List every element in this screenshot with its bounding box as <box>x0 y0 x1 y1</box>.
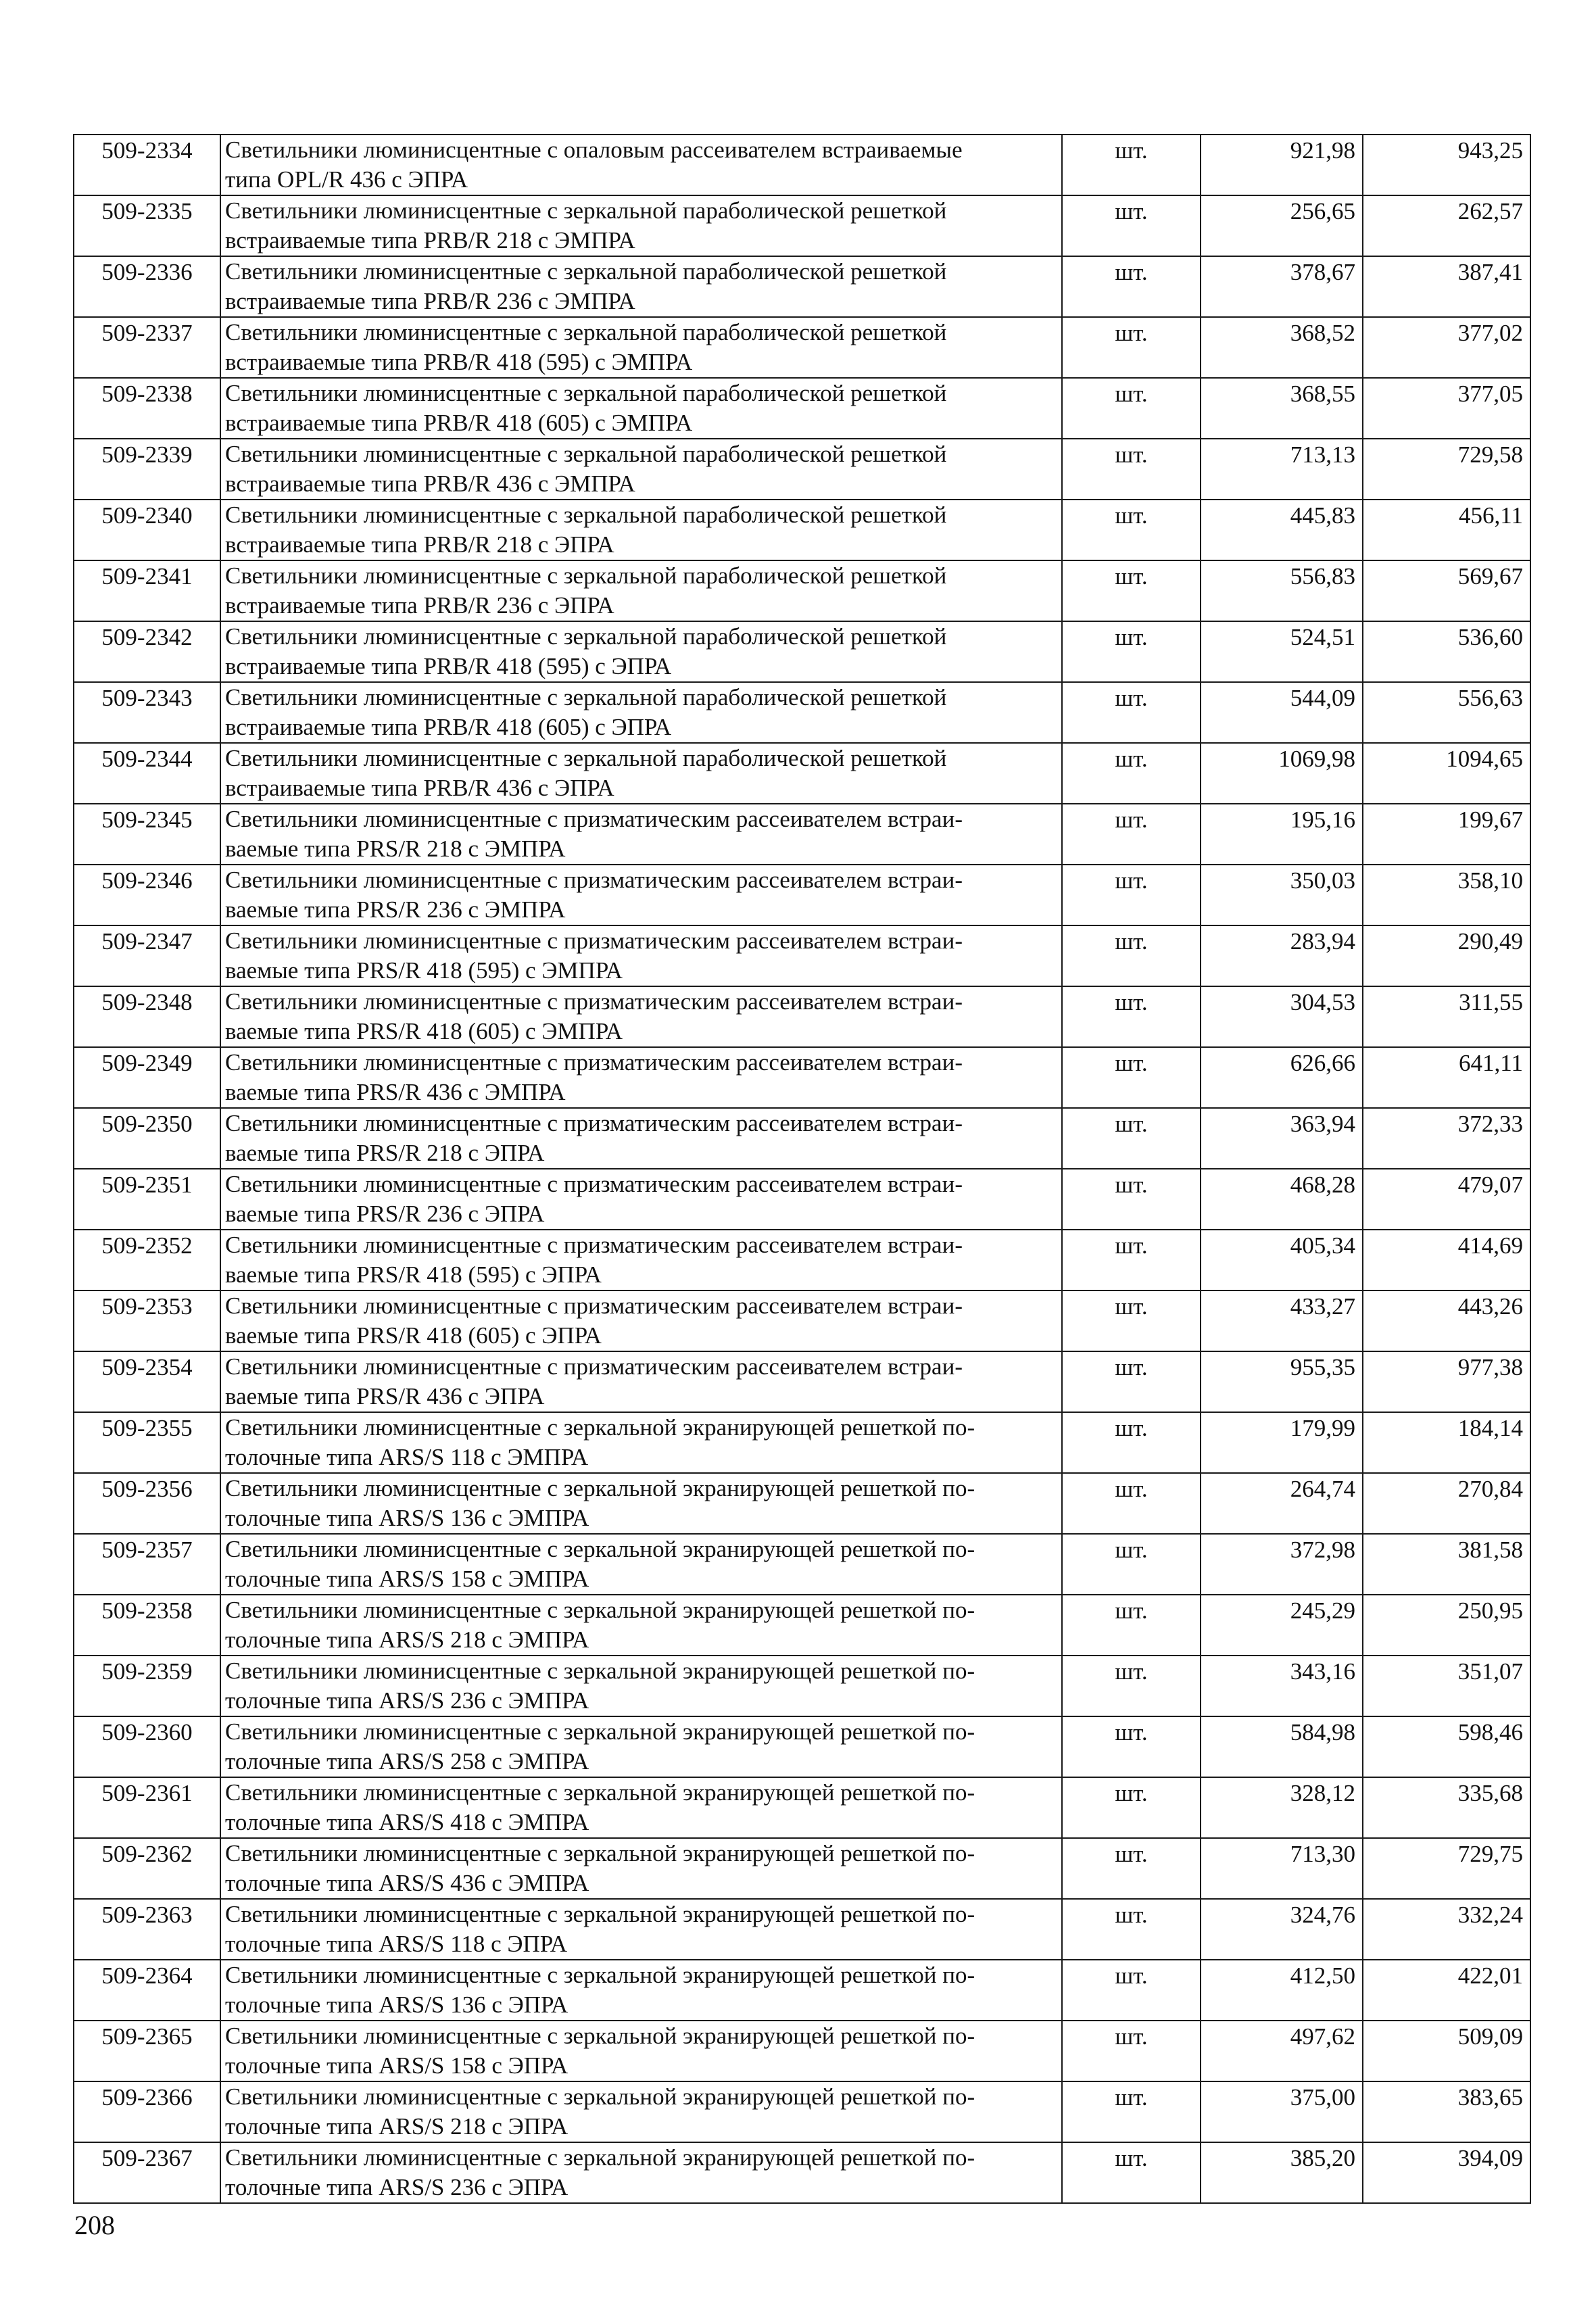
item-description-cell <box>220 865 1062 925</box>
unit-cell: шт. <box>1062 986 1201 1047</box>
item-description-line-2: ваемые типа PRS/R 218 с ЭМПРА <box>225 836 566 862</box>
price-table <box>73 134 1531 2204</box>
price-cell-1: 385,20 <box>1201 2142 1363 2203</box>
item-description-line-1: Светильники люминисцентные с призматическим рассеивателем встраи- <box>225 1232 963 1258</box>
item-description-line-2: толочные типа ARS/S 118 с ЭПРА <box>225 1931 568 1957</box>
item-description-cell <box>220 1412 1062 1473</box>
unit-cell: шт. <box>1062 1473 1201 1534</box>
price-cell-2: 199,67 <box>1363 804 1530 865</box>
price-cell-2: 351,07 <box>1363 1656 1530 1716</box>
price-cell-2: 729,75 <box>1363 1838 1530 1899</box>
item-description-cell <box>220 1838 1062 1899</box>
item-description-line-2: ваемые типа PRS/R 418 (605) с ЭМПРА <box>225 1018 623 1044</box>
item-description-line-2: толочные типа ARS/S 136 с ЭПРА <box>225 1992 569 2018</box>
price-cell-2: 456,11 <box>1363 500 1530 560</box>
price-cell-1: 544,09 <box>1201 682 1363 743</box>
item-description-line-2: толочные типа ARS/S 218 с ЭМПРА <box>225 1626 589 1653</box>
item-description-cell <box>220 1473 1062 1534</box>
item-description-line-1: Светильники люминисцентные с зеркальной экранирующей решеткой по- <box>225 1536 975 1562</box>
item-description-line-2: толочные типа ARS/S 136 с ЭМПРА <box>225 1505 589 1531</box>
table-row <box>74 621 1530 682</box>
price-cell-2: 1094,65 <box>1363 743 1530 804</box>
unit-cell: шт. <box>1062 804 1201 865</box>
price-cell-1: 264,74 <box>1201 1473 1363 1534</box>
item-code-cell: 509-2339 <box>74 439 220 500</box>
item-description-line-1: Светильники люминисцентные с зеркальной параболической решеткой <box>225 319 947 345</box>
item-description-cell <box>220 2081 1062 2142</box>
price-cell-1: 445,83 <box>1201 500 1363 560</box>
table-row <box>74 1290 1530 1351</box>
price-cell-2: 729,58 <box>1363 439 1530 500</box>
price-cell-1: 1069,98 <box>1201 743 1363 804</box>
table-row <box>74 500 1530 560</box>
item-code-cell: 509-2367 <box>74 2142 220 2203</box>
item-description-line-1: Светильники люминисцентные с зеркальной экранирующей решеткой по- <box>225 1414 975 1441</box>
item-description-line-2: ваемые типа PRS/R 236 с ЭМПРА <box>225 896 566 923</box>
unit-cell: шт. <box>1062 1351 1201 1412</box>
price-cell-1: 328,12 <box>1201 1777 1363 1838</box>
item-code-cell: 509-2346 <box>74 865 220 925</box>
unit-cell: шт. <box>1062 1412 1201 1473</box>
table-row <box>74 378 1530 439</box>
price-cell-1: 375,00 <box>1201 2081 1363 2142</box>
item-description-cell <box>220 1230 1062 1290</box>
price-cell-1: 626,66 <box>1201 1047 1363 1108</box>
item-description-cell <box>220 682 1062 743</box>
item-code-cell: 509-2364 <box>74 1960 220 2021</box>
item-description-line-1: Светильники люминисцентные с зеркальной экранирующей решеткой по- <box>225 1962 975 1988</box>
item-description-cell <box>220 2021 1062 2081</box>
item-description-line-1: Светильники люминисцентные с зеркальной экранирующей решеткой по- <box>225 1901 975 1927</box>
item-description-line-2: толочные типа ARS/S 218 с ЭПРА <box>225 2113 569 2140</box>
item-description-cell <box>220 135 1062 195</box>
item-description-line-2: ваемые типа PRS/R 236 с ЭПРА <box>225 1201 545 1227</box>
table-row <box>74 804 1530 865</box>
item-description-cell <box>220 317 1062 378</box>
table-row <box>74 1899 1530 1960</box>
item-code-cell: 509-2363 <box>74 1899 220 1960</box>
item-description-cell <box>220 1351 1062 1412</box>
item-description-line-2: типа OPL/R 436 с ЭПРА <box>225 166 468 193</box>
item-description-line-2: встраиваемые типа PRB/R 418 (595) с ЭМПРА <box>225 349 693 375</box>
price-cell-1: 713,30 <box>1201 1838 1363 1899</box>
price-cell-2: 394,09 <box>1363 2142 1530 2203</box>
price-cell-1: 368,52 <box>1201 317 1363 378</box>
item-description-line-2: толочные типа ARS/S 436 с ЭМПРА <box>225 1870 589 1896</box>
item-description-line-1: Светильники люминисцентные с зеркальной параболической решеткой <box>225 623 947 650</box>
unit-cell: шт. <box>1062 1230 1201 1290</box>
price-cell-1: 584,98 <box>1201 1716 1363 1777</box>
item-description-line-1: Светильники люминисцентные с зеркальной экранирующей решеткой по- <box>225 2023 975 2049</box>
item-description-cell <box>220 1777 1062 1838</box>
item-description-line-1: Светильники люминисцентные с призматическим рассеивателем встраи- <box>225 867 963 893</box>
item-code-cell: 509-2356 <box>74 1473 220 1534</box>
unit-cell: шт. <box>1062 1290 1201 1351</box>
price-cell-1: 524,51 <box>1201 621 1363 682</box>
item-code-cell: 509-2358 <box>74 1595 220 1656</box>
item-description-cell <box>220 621 1062 682</box>
unit-cell: шт. <box>1062 743 1201 804</box>
item-code-cell: 509-2341 <box>74 560 220 621</box>
page-number: 208 <box>74 2210 115 2240</box>
table-row <box>74 1473 1530 1534</box>
item-description-line-1: Светильники люминисцентные с зеркальной экранирующей решеткой по- <box>225 1718 975 1745</box>
unit-cell: шт. <box>1062 1777 1201 1838</box>
item-description-line-2: ваемые типа PRS/R 218 с ЭПРА <box>225 1140 545 1166</box>
table-row <box>74 682 1530 743</box>
item-code-cell: 509-2340 <box>74 500 220 560</box>
unit-cell: шт. <box>1062 1534 1201 1595</box>
price-cell-1: 433,27 <box>1201 1290 1363 1351</box>
unit-cell: шт. <box>1062 2142 1201 2203</box>
item-code-cell: 509-2344 <box>74 743 220 804</box>
table-row <box>74 1838 1530 1899</box>
item-description-line-1: Светильники люминисцентные с призматическим рассеивателем встраи- <box>225 988 963 1015</box>
unit-cell: шт. <box>1062 500 1201 560</box>
price-cell-2: 372,33 <box>1363 1108 1530 1169</box>
item-description-cell <box>220 1108 1062 1169</box>
price-cell-2: 335,68 <box>1363 1777 1530 1838</box>
item-description-line-1: Светильники люминисцентные с зеркальной параболической решеткой <box>225 684 947 710</box>
item-description-line-2: встраиваемые типа PRB/R 418 (595) с ЭПРА <box>225 653 672 679</box>
unit-cell: шт. <box>1062 2021 1201 2081</box>
item-description-line-1: Светильники люминисцентные с призматическим рассеивателем встраи- <box>225 1110 963 1136</box>
price-cell-2: 332,24 <box>1363 1899 1530 1960</box>
table-row <box>74 195 1530 256</box>
item-description-cell <box>220 804 1062 865</box>
unit-cell: шт. <box>1062 621 1201 682</box>
table-row <box>74 743 1530 804</box>
item-description-line-2: встраиваемые типа PRB/R 436 с ЭПРА <box>225 775 614 801</box>
price-cell-2: 290,49 <box>1363 925 1530 986</box>
item-code-cell: 509-2342 <box>74 621 220 682</box>
item-description-cell <box>220 986 1062 1047</box>
table-row <box>74 2142 1530 2203</box>
table-row <box>74 256 1530 317</box>
item-description-line-2: толочные типа ARS/S 158 с ЭПРА <box>225 2052 569 2079</box>
unit-cell: шт. <box>1062 1838 1201 1899</box>
item-description-cell <box>220 439 1062 500</box>
table-row <box>74 135 1530 195</box>
item-description-line-1: Светильники люминисцентные с зеркальной экранирующей решеткой по- <box>225 1475 975 1501</box>
price-cell-1: 256,65 <box>1201 195 1363 256</box>
item-description-line-2: встраиваемые типа PRB/R 418 (605) с ЭПРА <box>225 714 672 740</box>
item-description-line-1: Светильники люминисцентные с зеркальной параболической решеткой <box>225 502 947 528</box>
unit-cell: шт. <box>1062 560 1201 621</box>
table-row <box>74 317 1530 378</box>
item-code-cell: 509-2362 <box>74 1838 220 1899</box>
price-cell-2: 377,02 <box>1363 317 1530 378</box>
price-cell-2: 536,60 <box>1363 621 1530 682</box>
table-row <box>74 1351 1530 1412</box>
item-description-line-2: ваемые типа PRS/R 436 с ЭМПРА <box>225 1079 566 1105</box>
table-row <box>74 1412 1530 1473</box>
item-code-cell: 509-2352 <box>74 1230 220 1290</box>
price-cell-1: 412,50 <box>1201 1960 1363 2021</box>
price-cell-2: 569,67 <box>1363 560 1530 621</box>
price-cell-2: 556,63 <box>1363 682 1530 743</box>
item-description-cell <box>220 256 1062 317</box>
price-cell-2: 383,65 <box>1363 2081 1530 2142</box>
item-description-line-2: ваемые типа PRS/R 418 (595) с ЭМПРА <box>225 957 623 984</box>
item-description-line-1: Светильники люминисцентные с зеркальной параболической решеткой <box>225 197 947 224</box>
price-cell-2: 262,57 <box>1363 195 1530 256</box>
price-cell-1: 955,35 <box>1201 1351 1363 1412</box>
item-description-cell <box>220 1169 1062 1230</box>
unit-cell: шт. <box>1062 1716 1201 1777</box>
item-description-line-1: Светильники люминисцентные с призматическим рассеивателем встраи- <box>225 1171 963 1197</box>
item-description-line-2: толочные типа ARS/S 118 с ЭМПРА <box>225 1444 589 1470</box>
item-description-line-2: встраиваемые типа PRB/R 236 с ЭМПРА <box>225 288 635 314</box>
item-description-line-2: толочные типа ARS/S 158 с ЭМПРА <box>225 1566 589 1592</box>
item-description-line-2: толочные типа ARS/S 236 с ЭМПРА <box>225 1687 589 1714</box>
table-row <box>74 1777 1530 1838</box>
item-code-cell: 509-2361 <box>74 1777 220 1838</box>
unit-cell: шт. <box>1062 317 1201 378</box>
price-cell-1: 324,76 <box>1201 1899 1363 1960</box>
unit-cell: шт. <box>1062 195 1201 256</box>
price-cell-1: 921,98 <box>1201 135 1363 195</box>
item-code-cell: 509-2351 <box>74 1169 220 1230</box>
item-description-cell <box>220 925 1062 986</box>
unit-cell: шт. <box>1062 1899 1201 1960</box>
item-code-cell: 509-2343 <box>74 682 220 743</box>
price-cell-1: 245,29 <box>1201 1595 1363 1656</box>
table-row <box>74 439 1530 500</box>
item-description-line-1: Светильники люминисцентные с призматическим рассеивателем встраи- <box>225 806 963 832</box>
item-description-line-2: ваемые типа PRS/R 436 с ЭПРА <box>225 1383 545 1409</box>
item-description-line-1: Светильники люминисцентные с зеркальной параболической решеткой <box>225 562 947 589</box>
item-description-line-1: Светильники люминисцентные с зеркальной экранирующей решеткой по- <box>225 1597 975 1623</box>
price-cell-1: 195,16 <box>1201 804 1363 865</box>
item-description-cell <box>220 378 1062 439</box>
table-row <box>74 865 1530 925</box>
unit-cell: шт. <box>1062 439 1201 500</box>
item-description-cell <box>220 1290 1062 1351</box>
item-description-line-1: Светильники люминисцентные с зеркальной параболической решеткой <box>225 441 947 467</box>
item-description-cell <box>220 2142 1062 2203</box>
price-cell-1: 405,34 <box>1201 1230 1363 1290</box>
price-cell-2: 641,11 <box>1363 1047 1530 1108</box>
item-description-line-1: Светильники люминисцентные с зеркальной параболической решеткой <box>225 258 947 285</box>
item-code-cell: 509-2365 <box>74 2021 220 2081</box>
price-cell-2: 270,84 <box>1363 1473 1530 1534</box>
item-description-line-1: Светильники люминисцентные с призматическим рассеивателем встраи- <box>225 1049 963 1076</box>
unit-cell: шт. <box>1062 1047 1201 1108</box>
item-description-cell <box>220 1960 1062 2021</box>
item-description-line-2: толочные типа ARS/S 258 с ЭМПРА <box>225 1748 589 1775</box>
item-code-cell: 509-2349 <box>74 1047 220 1108</box>
table-row <box>74 1595 1530 1656</box>
item-description-cell <box>220 1656 1062 1716</box>
item-description-line-1: Светильники люминисцентные с зеркальной экранирующей решеткой по- <box>225 2083 975 2110</box>
item-description-line-2: ваемые типа PRS/R 418 (595) с ЭПРА <box>225 1261 602 1288</box>
table-row <box>74 2021 1530 2081</box>
item-code-cell: 509-2336 <box>74 256 220 317</box>
unit-cell: шт. <box>1062 1656 1201 1716</box>
item-description-line-2: встраиваемые типа PRB/R 218 с ЭПРА <box>225 531 614 558</box>
item-description-cell <box>220 1595 1062 1656</box>
unit-cell: шт. <box>1062 1169 1201 1230</box>
price-cell-2: 443,26 <box>1363 1290 1530 1351</box>
item-code-cell: 509-2355 <box>74 1412 220 1473</box>
unit-cell: шт. <box>1062 378 1201 439</box>
price-table-body <box>74 135 1530 2203</box>
item-code-cell: 509-2353 <box>74 1290 220 1351</box>
price-cell-1: 556,83 <box>1201 560 1363 621</box>
table-row <box>74 1534 1530 1595</box>
item-description-line-2: ваемые типа PRS/R 418 (605) с ЭПРА <box>225 1322 602 1349</box>
unit-cell: шт. <box>1062 2081 1201 2142</box>
price-cell-2: 377,05 <box>1363 378 1530 439</box>
item-description-line-1: Светильники люминисцентные с зеркальной параболической решеткой <box>225 745 947 771</box>
unit-cell: шт. <box>1062 925 1201 986</box>
unit-cell: шт. <box>1062 135 1201 195</box>
item-description-line-1: Светильники люминисцентные с зеркальной экранирующей решеткой по- <box>225 1779 975 1806</box>
item-description-line-2: встраиваемые типа PRB/R 418 (605) с ЭМПРА <box>225 410 693 436</box>
item-description-cell <box>220 195 1062 256</box>
table-row <box>74 1108 1530 1169</box>
item-code-cell: 509-2348 <box>74 986 220 1047</box>
item-code-cell: 509-2334 <box>74 135 220 195</box>
price-cell-1: 179,99 <box>1201 1412 1363 1473</box>
item-description-line-1: Светильники люминисцентные с призматическим рассеивателем встраи- <box>225 1353 963 1380</box>
item-description-cell <box>220 500 1062 560</box>
unit-cell: шт. <box>1062 865 1201 925</box>
price-cell-1: 283,94 <box>1201 925 1363 986</box>
unit-cell: шт. <box>1062 1108 1201 1169</box>
table-row <box>74 1656 1530 1716</box>
table-row <box>74 1716 1530 1777</box>
table-row <box>74 1047 1530 1108</box>
item-description-line-1: Светильники люминисцентные с опаловым рассеивателем встраиваемые <box>225 137 963 163</box>
item-description-line-2: встраиваемые типа PRB/R 218 с ЭМПРА <box>225 227 635 254</box>
table-row <box>74 560 1530 621</box>
table-row <box>74 1169 1530 1230</box>
unit-cell: шт. <box>1062 256 1201 317</box>
table-row <box>74 1960 1530 2021</box>
price-cell-2: 184,14 <box>1363 1412 1530 1473</box>
item-description-line-2: толочные типа ARS/S 236 с ЭПРА <box>225 2174 569 2200</box>
item-code-cell: 509-2359 <box>74 1656 220 1716</box>
price-cell-2: 598,46 <box>1363 1716 1530 1777</box>
price-cell-2: 381,58 <box>1363 1534 1530 1595</box>
item-description-line-1: Светильники люминисцентные с зеркальной параболической решеткой <box>225 380 947 406</box>
item-description-line-1: Светильники люминисцентные с зеркальной экранирующей решеткой по- <box>225 1840 975 1866</box>
price-cell-2: 358,10 <box>1363 865 1530 925</box>
item-description-cell <box>220 1047 1062 1108</box>
item-description-cell <box>220 743 1062 804</box>
item-description-line-1: Светильники люминисцентные с призматическим рассеивателем встраи- <box>225 927 963 954</box>
table-row <box>74 986 1530 1047</box>
item-description-line-2: толочные типа ARS/S 418 с ЭМПРА <box>225 1809 589 1835</box>
item-description-cell <box>220 1899 1062 1960</box>
price-cell-1: 497,62 <box>1201 2021 1363 2081</box>
item-description-line-2: встраиваемые типа PRB/R 436 с ЭМПРА <box>225 471 635 497</box>
price-cell-2: 387,41 <box>1363 256 1530 317</box>
unit-cell: шт. <box>1062 682 1201 743</box>
price-cell-1: 368,55 <box>1201 378 1363 439</box>
price-cell-2: 977,38 <box>1363 1351 1530 1412</box>
unit-cell: шт. <box>1062 1960 1201 2021</box>
table-row <box>74 1230 1530 1290</box>
item-description-line-1: Светильники люминисцентные с призматическим рассеивателем встраи- <box>225 1293 963 1319</box>
unit-cell: шт. <box>1062 1595 1201 1656</box>
price-cell-1: 713,13 <box>1201 439 1363 500</box>
price-cell-1: 468,28 <box>1201 1169 1363 1230</box>
item-code-cell: 509-2366 <box>74 2081 220 2142</box>
price-cell-2: 422,01 <box>1363 1960 1530 2021</box>
price-cell-1: 372,98 <box>1201 1534 1363 1595</box>
price-cell-1: 363,94 <box>1201 1108 1363 1169</box>
price-cell-2: 250,95 <box>1363 1595 1530 1656</box>
item-code-cell: 509-2354 <box>74 1351 220 1412</box>
item-description-line-1: Светильники люминисцентные с зеркальной экранирующей решеткой по- <box>225 1658 975 1684</box>
price-cell-1: 343,16 <box>1201 1656 1363 1716</box>
item-description-cell <box>220 1534 1062 1595</box>
price-cell-2: 479,07 <box>1363 1169 1530 1230</box>
item-description-line-2: встраиваемые типа PRB/R 236 с ЭПРА <box>225 592 614 619</box>
table-row <box>74 2081 1530 2142</box>
price-cell-2: 509,09 <box>1363 2021 1530 2081</box>
item-code-cell: 509-2338 <box>74 378 220 439</box>
price-cell-2: 943,25 <box>1363 135 1530 195</box>
price-cell-2: 414,69 <box>1363 1230 1530 1290</box>
price-cell-1: 304,53 <box>1201 986 1363 1047</box>
item-code-cell: 509-2345 <box>74 804 220 865</box>
item-code-cell: 509-2360 <box>74 1716 220 1777</box>
price-cell-1: 350,03 <box>1201 865 1363 925</box>
table-row <box>74 925 1530 986</box>
item-code-cell: 509-2337 <box>74 317 220 378</box>
price-cell-2: 311,55 <box>1363 986 1530 1047</box>
item-description-cell <box>220 1716 1062 1777</box>
item-description-cell <box>220 560 1062 621</box>
item-code-cell: 509-2357 <box>74 1534 220 1595</box>
item-code-cell: 509-2335 <box>74 195 220 256</box>
item-code-cell: 509-2350 <box>74 1108 220 1169</box>
price-cell-1: 378,67 <box>1201 256 1363 317</box>
item-code-cell: 509-2347 <box>74 925 220 986</box>
item-description-line-1: Светильники люминисцентные с зеркальной экранирующей решеткой по- <box>225 2144 975 2171</box>
